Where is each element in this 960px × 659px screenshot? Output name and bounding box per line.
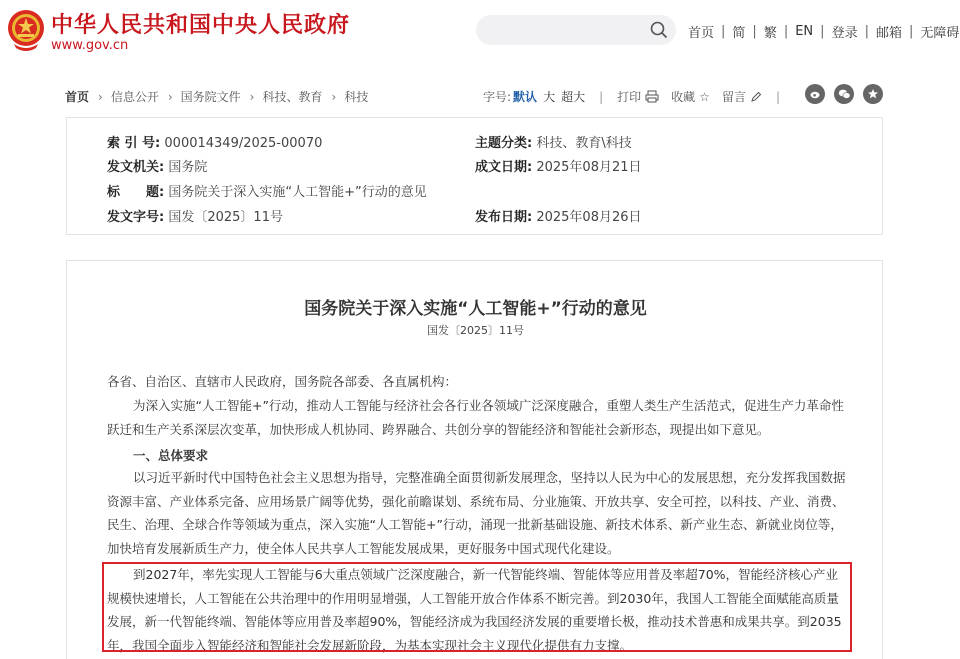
meta-docno-label: 发文字号:: [107, 210, 165, 225]
meta-created-value: 2025年08月21日: [536, 160, 642, 175]
site-url[interactable]: www.gov.cn: [51, 38, 129, 53]
search-icon[interactable]: [650, 21, 668, 39]
meta-published: [475, 206, 642, 225]
document-intro: 为深入实施“人工智能+”行动，推动人工智能与经济社会各行业各领域广泛深度融合，重塑人类生产生活范式，促进生产力革命性跃迁和生产关系深层次变革，加快形成人机协同、跨界融合、共创分享的智能经济和智能社会新形态，现提出如下意见。: [107, 398, 844, 437]
breadcrumb-sci-edu[interactable]: 科技、教育: [262, 90, 323, 104]
print-button[interactable]: [617, 88, 659, 105]
site-header: [0, 0, 960, 60]
meta-issuer-value: 国务院: [168, 160, 208, 175]
breadcrumb: [65, 88, 368, 105]
print-label: 打印: [617, 90, 642, 104]
nav-traditional[interactable]: 繁: [763, 26, 777, 41]
chevron-right-icon: ›: [98, 89, 103, 104]
document-meta-box: [66, 117, 883, 235]
nav-home[interactable]: 首页: [688, 26, 715, 41]
font-size-xlarge[interactable]: 超大: [561, 90, 586, 104]
meta-docno: [107, 206, 283, 225]
pencil-icon: [750, 91, 762, 103]
breadcrumb-current[interactable]: 科技: [344, 90, 369, 104]
document-title: 国务院关于深入实施“人工智能+”行动的意见: [304, 299, 647, 319]
document-salutation: 各省、自治区、直辖市人民政府，国务院各部委、各直属机构：: [107, 374, 458, 389]
font-size-default[interactable]: 默认: [513, 90, 538, 104]
star-icon: ☆: [699, 89, 710, 104]
favorite-button[interactable]: [671, 88, 710, 105]
document-paragraph: 以习近平新时代中国特色社会主义思想为指导，完整准确全面贯彻新发展理念，坚持以人民为中心的发展思想，充分发挥我国数据资源丰富、产业体系完备、应用场景广阔等优势，强化前瞻谋划、系统布局、分业施策、开放共享、安全可控，以科技、产业、消费、民生、治理、全球合作等领域为重点，深入实施“人工智能+”行动，涌现一批新基础设施、新技术体系、新产业生态、新就业岗位等，加快培育发展新质生产力，使全体人民共享人工智能发展成果，更好服务中国式现代化建设。: [107, 470, 846, 556]
breadcrumb-bar: [65, 86, 885, 104]
document-paragraph-highlighted: 到2027年，率先实现人工智能与6大重点领域广泛深度融合，新一代智能终端、智能体等应用普及率超70%，智能经济核心产业规模快速增长，人工智能在公共治理中的作用明显增强，人工智能开放合作体系不断完善。到2030年，我国人工智能全面赋能高质量发展，新一代智能终端、智能体等应用普及率超90%，智能经济成为我国经济发展的重要增长极，推动技术普惠和成果共享。到2035年，我国全面步入智能经济和智能社会发展新阶段，为基本实现社会主义现代化提供有力支撑。: [107, 567, 842, 653]
chevron-right-icon: ›: [167, 89, 173, 104]
nav-separator: |: [721, 24, 726, 39]
favorite-label: 收藏: [671, 90, 696, 104]
breadcrumb-info-public[interactable]: 信息公开: [110, 90, 159, 104]
wechat-icon[interactable]: [834, 84, 854, 104]
nav-separator: |: [783, 24, 789, 39]
meta-index: [107, 132, 322, 151]
meta-created-label: 成文日期:: [475, 160, 533, 175]
share-icons: [796, 84, 883, 104]
nav-simplified[interactable]: 简: [732, 26, 746, 41]
nav-mail[interactable]: 邮箱: [875, 26, 902, 41]
meta-created: [475, 156, 642, 175]
meta-index-value: 000014349/2025-00070: [164, 136, 323, 151]
tools-separator: |: [775, 89, 780, 104]
meta-title-label: 标 题:: [107, 185, 165, 200]
weibo-icon[interactable]: [805, 84, 825, 104]
nav-separator: |: [864, 24, 869, 39]
national-emblem-icon[interactable]: [6, 8, 46, 52]
nav-accessibility[interactable]: 无障碍: [920, 26, 960, 41]
nav-separator: |: [752, 24, 757, 39]
nav-login[interactable]: 登录: [831, 26, 858, 41]
meta-category-value: 科技、教育\科技: [536, 136, 632, 151]
nav-separator: |: [908, 24, 914, 39]
nav-english[interactable]: EN: [795, 24, 814, 39]
meta-category-label: 主题分类:: [475, 136, 533, 151]
site-title[interactable]: 中华人民共和国中央人民政府: [51, 13, 351, 38]
page-tools: [483, 88, 794, 105]
comment-label: 留言: [721, 90, 746, 104]
meta-title-value: 国务院关于深入实施“人工智能+”行动的意见: [168, 185, 427, 200]
favorite-star-icon[interactable]: [863, 84, 883, 104]
breadcrumb-home[interactable]: 首页: [65, 90, 90, 104]
breadcrumb-state-council-docs[interactable]: 国务院文件: [180, 90, 241, 104]
meta-issuer-label: 发文机关:: [107, 160, 165, 175]
chevron-right-icon: ›: [249, 89, 255, 104]
printer-icon: [645, 90, 659, 103]
highlight-box: [102, 562, 852, 652]
meta-title: [107, 181, 427, 200]
comment-button[interactable]: [722, 88, 762, 105]
meta-issuer: [107, 156, 207, 175]
document-number: 国发〔2025〕11号: [427, 324, 524, 337]
font-size-label: 字号:: [483, 90, 512, 104]
tools-separator: |: [599, 89, 604, 104]
nav-separator: |: [820, 24, 825, 39]
meta-docno-value: 国发〔2025〕11号: [168, 210, 283, 225]
top-nav: [688, 22, 959, 41]
meta-index-label: 索 引 号:: [107, 136, 161, 151]
chevron-right-icon: ›: [331, 89, 337, 104]
meta-published-value: 2025年08月26日: [536, 210, 642, 225]
section-heading: 一、总体要求: [133, 448, 209, 463]
search-input[interactable]: [476, 15, 676, 45]
font-size-large[interactable]: 大: [543, 90, 556, 104]
meta-category: [475, 132, 632, 151]
meta-published-label: 发布日期:: [475, 210, 533, 225]
